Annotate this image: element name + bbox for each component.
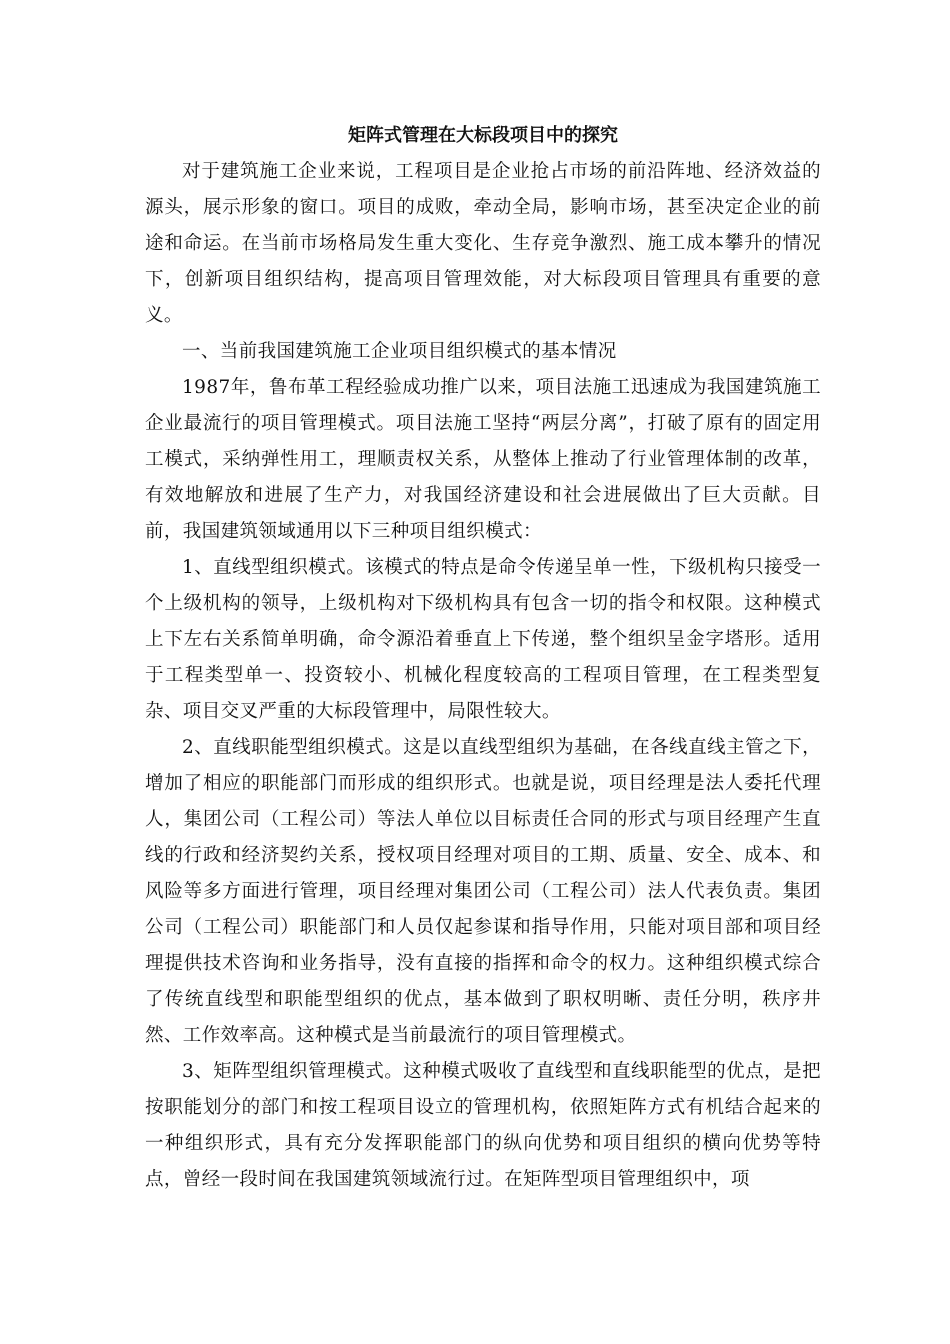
document-title: 矩阵式管理在大标段项目中的探究: [348, 125, 618, 146]
section-paragraph: 1987年，鲁布革工程经验成功推广以来，项目法施工迅速成为我国建筑施工企业最流行的项目管理模式。项目法施工坚持“两层分离”，打破了原有的固定用工模式，采纳弹性用工，理顺责权关系，从整体上推动了行业管理体制的改革，有效地解放和进展了生产力，对我国经济建设和社会进展做出了巨大贡献。目前，我国建筑领域通用以下三种项目组织模式：: [145, 377, 821, 542]
list-item-matrix: 3、矩阵型组织管理模式。这种模式吸收了直线型和直线职能型的优点，是把按职能划分的部门和按工程项目设立的管理机构，依照矩阵方式有机结合起来的一种组织形式，具有充分发挥职能部门的纵向优势和项目组织的横向优势等特点，曾经一段时间在我国建筑领域流行过。在矩阵型项目管理组织中，项: [145, 1061, 821, 1190]
section-heading: 一、当前我国建筑施工企业项目组织模式的基本情况: [182, 341, 617, 362]
list-item-linear-functional: 2、直线职能型组织模式。这是以直线型组织为基础，在各线直线主管之下，增加了相应的职能部门而形成的组织形式。也就是说，项目经理是法人委托代理人，集团公司（工程公司）等法人单位以目标责任合同的形式与项目经理产生直线的行政和经济契约关系，授权项目经理对项目的工期、质量、安全、成本、和风险等多方面进行管理，项目经理对集团公司（工程公司）法人代表负责。集团公司（工程公司）职能部门和人员仅起参谋和指导作用，只能对项目部和项目经理提供技术咨询和业务指导，没有直接的指挥和命令的权力。这种组织模式综合了传统直线型和职能型组织的优点，基本做到了职权明晰、责任分明，秩序井然、工作效率高。这种模式是当前最流行的项目管理模式。: [145, 737, 821, 1046]
list-item-linear: 1、直线型组织模式。该模式的特点是命令传递呈单一性，下级机构只接受一个上级机构的领导，上级机构对下级机构具有包含一切的指令和权限。这种模式上下左右关系简单明确，命令源沿着垂直上下传递，整个组织呈金字塔形。适用于工程类型单一、投资较小、机械化程度较高的工程项目管理，在工程类型复杂、项目交叉严重的大标段管理中，局限性较大。: [145, 557, 821, 722]
intro-paragraph: 对于建筑施工企业来说，工程项目是企业抢占市场的前沿阵地、经济效益的源头，展示形象的窗口。项目的成败，牵动全局，影响市场，甚至决定企业的前途和命运。在当前市场格局发生重大变化、生存竞争激烈、施工成本攀升的情况下，创新项目组织结构，提高项目管理效能，对大标段项目管理具有重要的意义。: [145, 161, 821, 326]
document-page: [145, 118, 821, 1198]
